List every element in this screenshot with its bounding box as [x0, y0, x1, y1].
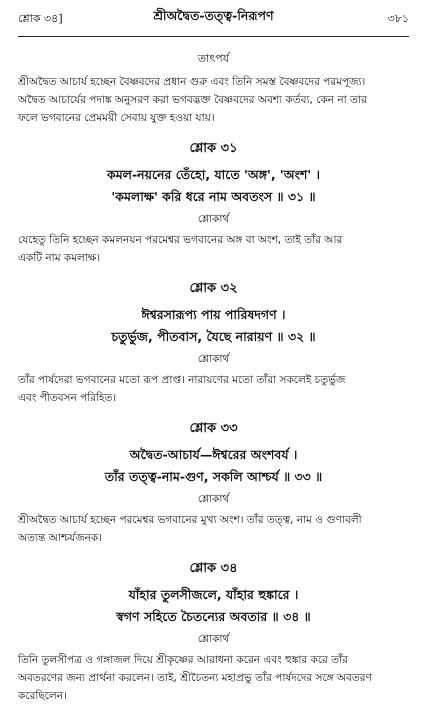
verse-block — [18, 279, 409, 407]
verse-block — [18, 559, 409, 705]
verse-number: শ্লোক ৩২ — [189, 281, 238, 296]
translation-line: একটি নাম কমলাক্ষ। — [18, 252, 101, 264]
header-verse-ref: শ্লোক ৩৪] — [18, 12, 63, 25]
translation-line: অবতরণের জন্য প্রার্থনা করলেন। তাই, শ্রীচৈতন্য মহাপ্রভু তাঁর পার্ষদদের সঙ্গে অবতরণ — [18, 672, 372, 684]
translation-title: শ্লোকার্থ — [197, 213, 230, 225]
purport-text — [18, 73, 409, 127]
verse-line: 'কমলাক্ষ' করি ধরে নাম অবতংস ॥ ৩১ ॥ — [111, 189, 316, 204]
purport-line: ফলে ভগবানের প্রেমময়ী সেবায় যুক্ত হওয়া যায়। — [18, 112, 215, 124]
translation-line: তিনি তুলসীপত্র ও গঙ্গাজল দিয়ে শ্রীকৃষ্ণের আরাধনা করেন এবং হুঙ্কার করে তাঁর — [18, 654, 348, 666]
purport-title: তাৎপর্য — [197, 52, 230, 65]
purport-line: শ্রীঅদ্বৈত আচার্য হচ্ছেন বৈষ্ণবদের প্রধান গুরু এবং তিনি সমস্ত বৈষ্ণবদের পরমপূজ্য। — [18, 76, 366, 88]
translation-title: শ্লোকার্থ — [197, 493, 230, 505]
translation-line: অত্যন্ত আশ্চর্যজনক। — [18, 532, 102, 544]
running-header — [18, 8, 409, 32]
verse-line: স্বগণ সহিতে চৈতন্যের অবতার ॥ ৩৪ ॥ — [116, 609, 311, 624]
translation-line: তাঁর পার্ষদেরা ভগবানের মতো রূপ প্রাপ্ত। নারায়ণের মতো তাঁরা সকলেই চতুর্ভুজ — [18, 374, 346, 386]
translation-title: শ্লোকার্থ — [197, 353, 230, 365]
page-content — [18, 44, 409, 705]
translation-line: এবং পীতবসন পরিহিত। — [18, 392, 117, 404]
page-number: ৩৮১ — [387, 12, 409, 25]
verse-block — [18, 419, 409, 547]
verse-line: অদ্বৈত-আচার্য—ঈশ্বরের অংশবর্য । — [129, 447, 298, 462]
purport-line: অদ্বৈত আচার্যের পদাঙ্ক অনুসরণ করা ভগবদ্ভক্ত বৈষ্ণবদের অবশ্য কর্তব্য, কেন না তার — [18, 94, 367, 106]
verse-line: ঈশ্বরসারূপ্য পায় পারিষদগণ । — [141, 307, 286, 322]
verse-number: শ্লোক ৩৩ — [189, 421, 238, 436]
header-chapter-title: শ্রীঅদ্বৈত-তত্ত্ব-নিরূপণ — [153, 8, 274, 23]
translation-line: শ্রীঅদ্বৈত আচার্য হচ্ছেন পরমেশ্বর ভগবানের মুখ্য অংশ। তাঁর তত্ত্ব, নাম ও গুণাবলী — [18, 514, 362, 526]
translation-title: শ্লোকার্থ — [197, 633, 230, 645]
verse-number: শ্লোক ৩৪ — [189, 561, 238, 576]
verse-line: কমল-নয়নের তেঁহো, যাতে 'অঙ্গ', 'অংশ' । — [106, 167, 321, 182]
verse-block — [18, 139, 409, 267]
translation-line: করেছিলেন। — [18, 690, 67, 702]
verse-line: তাঁর তত্ত্ব-নাম-গুণ, সকলি আশ্চর্য ॥ ৩৩ ॥ — [104, 469, 323, 484]
verse-number: শ্লোক ৩১ — [189, 141, 238, 156]
translation-line: যেহেতু তিনি হচ্ছেন কমলনয়ন পরমেশ্বর ভগবানের অঙ্গ বা অংশ, তাই তাঁর আর — [18, 234, 343, 246]
verse-line: যাঁহার তুলসীজলে, যাঁহার হুঙ্কারে । — [128, 587, 299, 602]
header-rule — [18, 36, 409, 37]
verse-line: চতুর্ভুজ, পীতবাস, যৈছে নারায়ণ ॥ ৩২ ॥ — [111, 329, 316, 344]
